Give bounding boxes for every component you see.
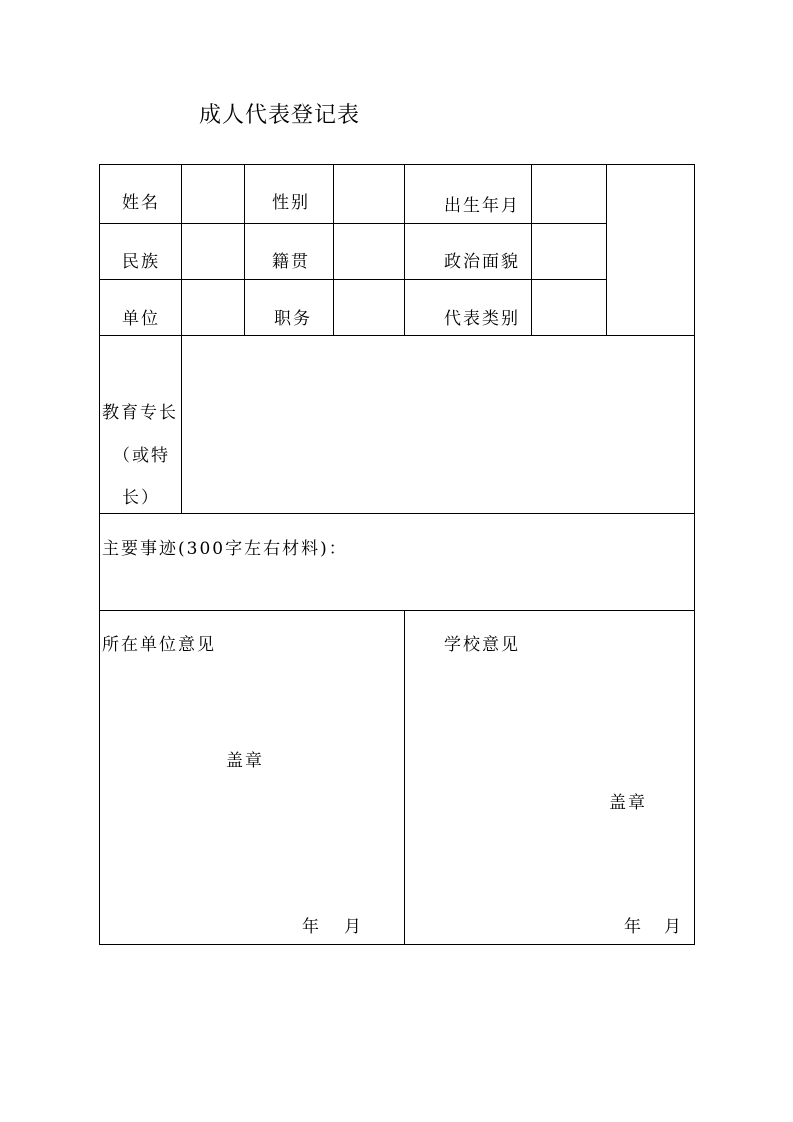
photo-box[interactable]: [607, 165, 694, 335]
form-title: 成人代表登记表: [199, 103, 361, 128]
political-status-label: 政治面貌: [444, 252, 520, 272]
school-year-label: 年: [624, 917, 641, 937]
unit-label: 单位: [122, 309, 160, 329]
col-divider-4: [404, 164, 405, 335]
native-place-label: 籍贯: [272, 252, 310, 272]
school-month-label: 月: [664, 917, 681, 937]
unit-month-label: 月: [344, 917, 361, 937]
table-bottom-border: [99, 944, 695, 945]
specialty-label-line3: 长）: [122, 488, 160, 508]
specialty-label-line1: 教育专长: [102, 403, 178, 423]
table-right-border: [694, 164, 695, 945]
row-divider-5: [99, 610, 695, 611]
position-label: 职务: [274, 309, 312, 329]
opinion-divider: [404, 610, 405, 944]
row-divider-4: [99, 513, 695, 514]
specialty-label-line2: （或特: [113, 446, 170, 466]
col-divider-5: [531, 164, 532, 335]
category-label: 代表类别: [444, 309, 520, 329]
unit-year-label: 年: [302, 917, 319, 937]
col-divider-2: [244, 164, 245, 335]
birth-label: 出生年月: [444, 196, 520, 216]
col-divider-label: [181, 164, 182, 513]
unit-opinion-label: 所在单位意见: [102, 635, 216, 655]
name-label: 姓名: [122, 193, 160, 213]
main-deeds-label: 主要事迹(300字左右材料)：: [102, 539, 348, 559]
col-divider-3: [333, 164, 334, 335]
row-divider-3: [99, 335, 695, 336]
gender-label: 性别: [272, 193, 310, 213]
ethnicity-label: 民族: [122, 252, 160, 272]
registration-form-table: [99, 164, 695, 945]
unit-seal-label: 盖章: [226, 751, 264, 771]
school-opinion-label: 学校意见: [444, 635, 520, 655]
school-seal-label: 盖章: [609, 793, 647, 813]
table-left-border: [99, 164, 100, 945]
